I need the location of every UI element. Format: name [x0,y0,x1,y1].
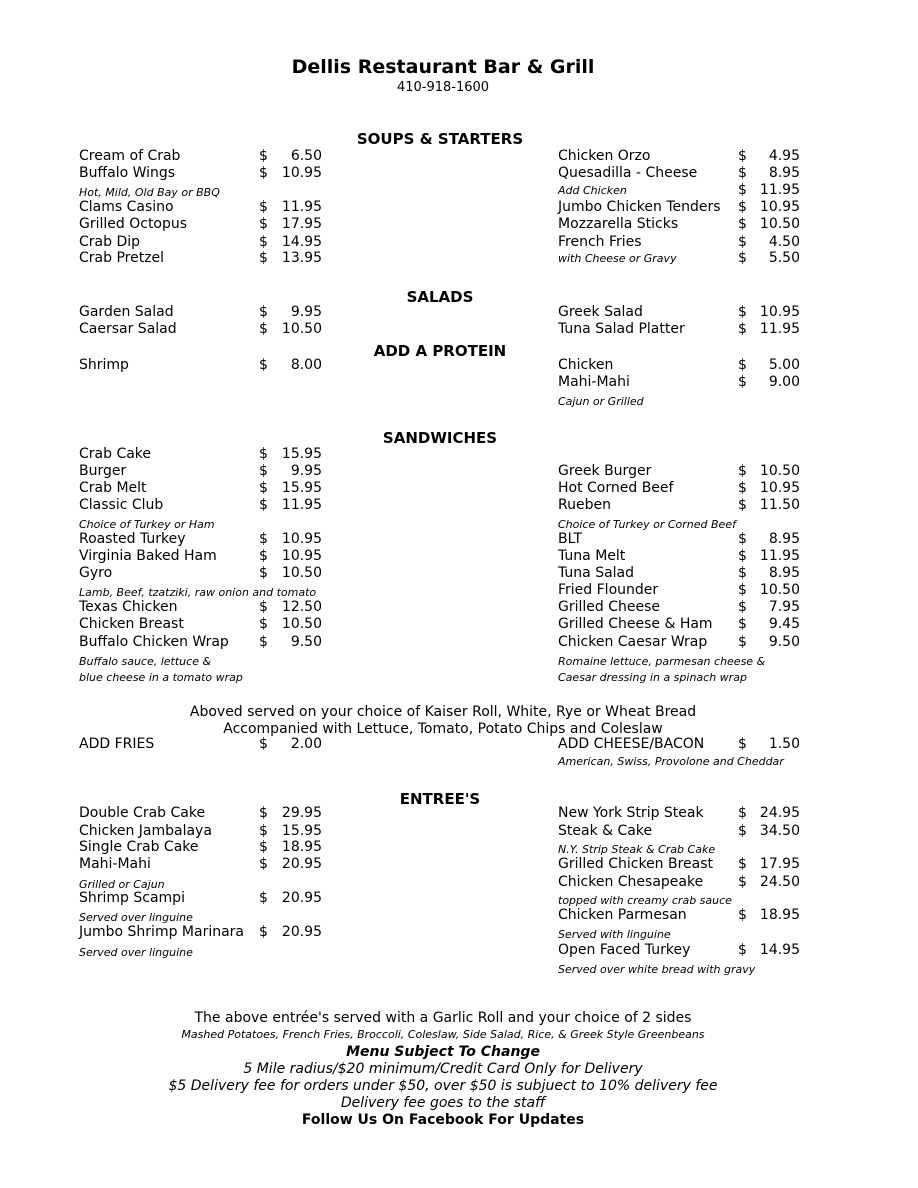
menu-item-name: Roasted Turkey [79,531,186,547]
price-currency: $ [259,216,268,232]
menu-item-name: Single Crab Cake [79,839,199,855]
menu-item-price: 9.50 [290,634,322,650]
menu-item-price: 9.00 [768,374,800,390]
menu-item-price: 10.95 [281,548,322,564]
price-currency: $ [259,148,268,164]
price-currency: $ [259,250,268,266]
price-currency: $ [738,805,747,821]
menu-item-name: New York Strip Steak [558,805,704,821]
menu-item-name: Greek Burger [558,463,652,479]
menu-item-price: 20.95 [281,924,322,940]
item-description: Served over linguine [79,946,193,959]
menu-item-name: Jumbo Chicken Tenders [558,199,721,215]
delivery-staff: Delivery fee goes to the staff [340,1095,546,1111]
section-sandwiches: SANDWICHES [382,429,498,447]
menu-item-name: French Fries [558,234,642,250]
menu-item-name: Open Faced Turkey [558,942,691,958]
price-currency: $ [259,856,268,872]
item-description: blue cheese in a tomato wrap [79,671,243,684]
price-currency: $ [738,182,747,198]
price-currency: $ [738,582,747,598]
price-currency: $ [259,548,268,564]
menu-item-price: 34.50 [759,823,800,839]
menu-item-name: Garden Salad [79,304,174,320]
add-cheese-price: 1.50 [768,736,800,752]
menu-item-name: Mahi-Mahi [79,856,151,872]
price-currency: $ [738,942,747,958]
price-currency: $ [738,357,747,373]
menu-item-name: Chicken Chesapeake [558,874,704,890]
menu-item-name: Buffalo Wings [79,165,176,181]
delivery-radius: 5 Mile radius/$20 minimum/Credit Card Only for Delivery [243,1061,643,1077]
price-currency: $ [738,250,747,266]
price-currency: $ [259,565,268,581]
delivery-fee: $5 Delivery fee for orders under $50, over $50 is subjuect to 10% delivery fee [168,1078,718,1094]
item-description: Add Chicken [558,184,627,197]
menu-item-price: 12.50 [281,599,322,615]
menu-item-price: 10.50 [281,565,322,581]
menu-item-name: Chicken [558,357,614,373]
price-currency: $ [259,497,268,513]
menu-item-price: 24.95 [759,805,800,821]
bread-note: Aboved served on your choice of Kaiser Roll, White, Rye or Wheat Bread [189,704,697,720]
price-currency: $ [738,234,747,250]
price-currency: $ [259,446,268,462]
price-currency: $ [738,565,747,581]
menu-item-price: 7.95 [768,599,800,615]
facebook-note: Follow Us On Facebook For Updates [301,1112,585,1128]
add-cheese-currency: $ [738,736,747,752]
entree-sides-note: The above entrée's served with a Garlic Roll and your choice of 2 sides [194,1010,692,1026]
cheese-types: American, Swiss, Provolone and Cheddar [558,755,784,768]
menu-item-price: 11.95 [759,182,800,198]
menu-item-price: 17.95 [281,216,322,232]
price-currency: $ [738,216,747,232]
menu-item-price: 13.95 [281,250,322,266]
item-description: Grilled or Cajun [79,878,165,891]
menu-item-price: 24.50 [759,874,800,890]
add-cheese-label: ADD CHEESE/BACON [558,736,705,752]
menu-item-name: Crab Pretzel [79,250,165,266]
price-currency: $ [259,199,268,215]
menu-item-price: 10.95 [759,304,800,320]
price-currency: $ [738,148,747,164]
menu-item-price: 10.50 [281,616,322,632]
menu-item-name: Double Crab Cake [79,805,206,821]
menu-item-name: Quesadilla - Cheese [558,165,698,181]
item-description: Buffalo sauce, lettuce & [79,655,212,668]
menu-item-price: 8.95 [768,531,800,547]
menu-item-price: 8.95 [768,165,800,181]
price-currency: $ [259,823,268,839]
menu-item-name: Hot Corned Beef [558,480,674,496]
price-currency: $ [738,856,747,872]
item-description: Romaine lettuce, parmesan cheese & [558,655,766,668]
menu-item-name: Crab Cake [79,446,152,462]
accompaniment-note: Accompanied with Lettuce, Tomato, Potato Chips and Coleslaw [223,721,663,737]
price-currency: $ [259,634,268,650]
menu-item-name: Chicken Orzo [558,148,651,164]
price-currency: $ [738,199,747,215]
menu-item-price: 8.00 [290,357,322,373]
price-currency: $ [259,463,268,479]
menu-item-price: 10.95 [759,480,800,496]
menu-item-name: Tuna Melt [558,548,626,564]
menu-item-price: 14.95 [759,942,800,958]
menu-item-price: 11.95 [281,199,322,215]
menu-item-name: BLT [558,531,583,547]
price-currency: $ [738,599,747,615]
menu-item-price: 10.50 [281,321,322,337]
price-currency: $ [259,616,268,632]
menu-item-name: Steak & Cake [558,823,653,839]
price-currency: $ [259,321,268,337]
menu-item-name: Texas Chicken [79,599,178,615]
item-description: Caesar dressing in a spinach wrap [558,671,747,684]
menu-item-name: Chicken Caesar Wrap [558,634,708,650]
price-currency: $ [738,165,747,181]
menu-item-price: 8.95 [768,565,800,581]
menu-item-name: Burger [79,463,127,479]
price-currency: $ [259,304,268,320]
item-description: Served over linguine [79,911,193,924]
restaurant-phone: 410-918-1600 [396,80,490,95]
menu-item-name: Grilled Chicken Breast [558,856,714,872]
add-fries-price: 2.00 [290,736,322,752]
menu-item-name: Mozzarella Sticks [558,216,679,232]
item-description: Hot, Mild, Old Bay or BBQ [79,186,220,199]
menu-item-price: 11.95 [759,321,800,337]
menu-item-price: 20.95 [281,856,322,872]
menu-item-name: Grilled Cheese & Ham [558,616,713,632]
menu-item-name: Crab Melt [79,480,147,496]
menu-item-price: 10.50 [759,216,800,232]
sides-list: Mashed Potatoes, French Fries, Broccoli, Coleslaw, Side Salad, Rice, & Greek Style Greenbeans [181,1028,705,1041]
section-protein: ADD A PROTEIN [373,342,507,360]
price-currency: $ [259,805,268,821]
menu-item-name: Gyro [79,565,113,581]
item-description: topped with creamy crab sauce [558,894,732,907]
price-currency: $ [738,907,747,923]
menu-item-price: 5.00 [768,357,800,373]
menu-item-name: Jumbo Shrimp Marinara [79,924,245,940]
menu-item-price: 10.50 [759,582,800,598]
item-description: Choice of Turkey or Corned Beef [558,518,736,531]
menu-item-price: 17.95 [759,856,800,872]
section-soups: SOUPS & STARTERS [356,130,524,148]
price-currency: $ [738,874,747,890]
price-currency: $ [738,304,747,320]
menu-item-name: Cream of Crab [79,148,181,164]
menu-subject-to-change: Menu Subject To Change [346,1044,540,1060]
price-currency: $ [259,924,268,940]
menu-item-name: Caersar Salad [79,321,177,337]
menu-item-name: Greek Salad [558,304,643,320]
price-currency: $ [259,165,268,181]
price-currency: $ [738,616,747,632]
menu-item-price: 29.95 [281,805,322,821]
price-currency: $ [259,531,268,547]
menu-item-name: Shrimp [79,357,129,373]
menu-item-price: 14.95 [281,234,322,250]
menu-item-price: 9.50 [768,634,800,650]
menu-item-price: 10.95 [281,165,322,181]
price-currency: $ [738,531,747,547]
item-description: Lamb, Beef, tzatziki, raw onion and tomato [79,586,317,599]
menu-item-price: 11.95 [759,548,800,564]
price-currency: $ [259,599,268,615]
add-fries-label: ADD FRIES [79,736,155,752]
menu-item-price: 4.95 [768,148,800,164]
menu-item-name: Tuna Salad Platter [558,321,685,337]
item-description: Served over white bread with gravy [558,963,756,976]
price-currency: $ [738,374,747,390]
menu-item-price: 20.95 [281,890,322,906]
menu-item-name: Grilled Octopus [79,216,188,232]
menu-item-name: Clams Casino [79,199,174,215]
menu-item-name: Shrimp Scampi [79,890,185,906]
price-currency: $ [259,234,268,250]
menu-item-price: 9.95 [290,463,322,479]
menu-item-name: Chicken Parmesan [558,907,687,923]
menu-item-price: 15.95 [281,823,322,839]
item-description: Choice of Turkey or Ham [79,518,215,531]
menu-item-price: 9.45 [768,616,800,632]
item-description: with Cheese or Gravy [558,252,677,265]
price-currency: $ [259,890,268,906]
price-currency: $ [259,480,268,496]
price-currency: $ [738,823,747,839]
menu-item-price: 10.95 [759,199,800,215]
menu-item-price: 10.95 [281,531,322,547]
price-currency: $ [259,357,268,373]
menu-item-price: 18.95 [759,907,800,923]
item-description: Cajun or Grilled [558,395,644,408]
price-currency: $ [738,548,747,564]
price-currency: $ [738,463,747,479]
price-currency: $ [259,839,268,855]
menu-item-price: 5.50 [768,250,800,266]
menu-item-name: Tuna Salad [558,565,635,581]
menu-item-name: Grilled Cheese [558,599,661,615]
menu-item-name: Chicken Breast [79,616,184,632]
price-currency: $ [738,321,747,337]
price-currency: $ [738,480,747,496]
add-fries-currency: $ [259,736,268,752]
price-currency: $ [738,634,747,650]
section-entrees: ENTREE'S [399,790,481,808]
price-currency: $ [738,497,747,513]
menu-item-name: Rueben [558,497,611,513]
menu-item-name: Chicken Jambalaya [79,823,212,839]
menu-item-name: Virginia Baked Ham [79,548,217,564]
menu-item-price: 11.50 [759,497,800,513]
item-description: Served with linguine [558,928,671,941]
menu-item-price: 11.95 [281,497,322,513]
menu-item-name: Buffalo Chicken Wrap [79,634,229,650]
menu-item-price: 9.95 [290,304,322,320]
menu-item-price: 4.50 [768,234,800,250]
menu-item-price: 15.95 [281,446,322,462]
restaurant-name: Dellis Restaurant Bar & Grill [291,56,595,78]
section-salads: SALADS [406,288,474,306]
menu-item-name: Crab Dip [79,234,141,250]
item-description: N.Y. Strip Steak & Crab Cake [558,843,716,856]
menu-item-name: Fried Flounder [558,582,659,598]
menu-item-price: 15.95 [281,480,322,496]
menu-item-price: 18.95 [281,839,322,855]
menu-item-name: Classic Club [79,497,164,513]
menu-item-price: 6.50 [290,148,322,164]
menu-item-name: Mahi-Mahi [558,374,630,390]
menu-item-price: 10.50 [759,463,800,479]
